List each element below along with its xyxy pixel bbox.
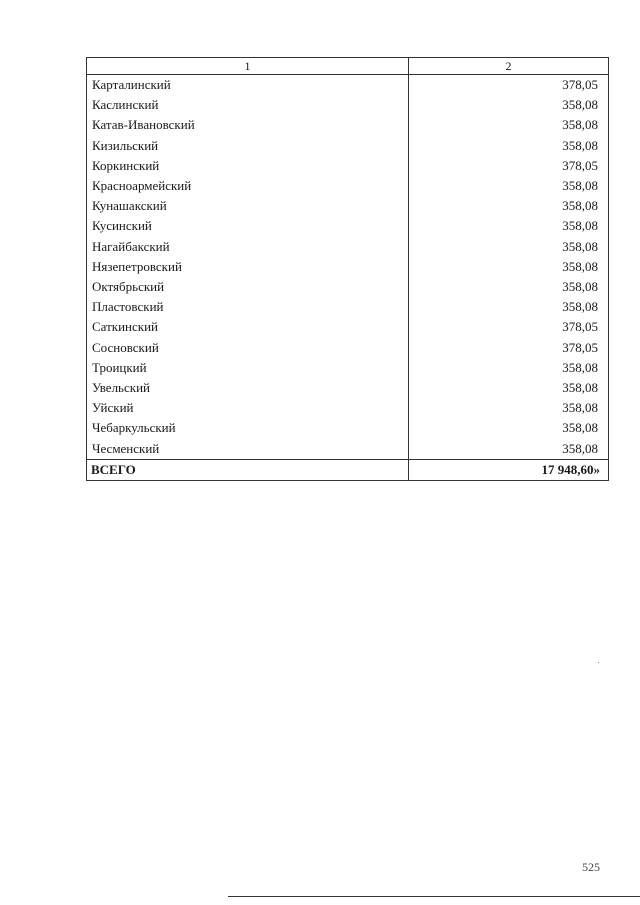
column-header-2: 2 — [409, 58, 609, 75]
district-name: Саткинский — [87, 317, 409, 337]
district-name: Нагайбакский — [87, 237, 409, 257]
district-name: Кусинский — [87, 216, 409, 236]
district-value: 358,08 — [409, 136, 609, 156]
district-value: 378,05 — [409, 338, 609, 358]
table-row — [87, 257, 609, 277]
table-row — [87, 216, 609, 236]
district-value: 358,08 — [409, 358, 609, 378]
district-name: Сосновский — [87, 338, 409, 358]
table-row — [87, 439, 609, 460]
data-table — [86, 57, 609, 481]
district-name: Октябрьский — [87, 277, 409, 297]
district-name: Кунашакский — [87, 196, 409, 216]
district-value: 358,08 — [409, 277, 609, 297]
district-value: 358,08 — [409, 418, 609, 438]
district-name: Красноармейский — [87, 176, 409, 196]
district-value: 358,08 — [409, 95, 609, 115]
table-row — [87, 75, 609, 96]
district-name: Уйский — [87, 398, 409, 418]
table-row — [87, 115, 609, 135]
district-value: 358,08 — [409, 115, 609, 135]
page-number: 525 — [582, 860, 600, 874]
footer-rule — [228, 896, 640, 897]
district-name: Троицкий — [87, 358, 409, 378]
table-header — [87, 58, 609, 75]
table-body — [87, 75, 609, 460]
table-row — [87, 358, 609, 378]
district-value: 378,05 — [409, 317, 609, 337]
total-label: ВСЕГО — [87, 459, 409, 480]
district-value: 358,08 — [409, 176, 609, 196]
table-footer — [87, 459, 609, 480]
district-value: 358,08 — [409, 439, 609, 460]
table-row — [87, 338, 609, 358]
district-value: 378,05 — [409, 75, 609, 96]
district-value: 358,08 — [409, 297, 609, 317]
district-name: Катав-Ивановский — [87, 115, 409, 135]
district-value: 358,08 — [409, 378, 609, 398]
district-value: 358,08 — [409, 216, 609, 236]
district-name: Коркинский — [87, 156, 409, 176]
district-name: Увельский — [87, 378, 409, 398]
table-row — [87, 136, 609, 156]
district-value: 358,08 — [409, 398, 609, 418]
district-value: 378,05 — [409, 156, 609, 176]
table-row — [87, 196, 609, 216]
scan-speck — [598, 662, 599, 663]
table-row — [87, 317, 609, 337]
district-name: Нязепетровский — [87, 257, 409, 277]
total-row — [87, 459, 609, 480]
table-row — [87, 277, 609, 297]
district-value: 358,08 — [409, 196, 609, 216]
table-row — [87, 95, 609, 115]
table-row — [87, 398, 609, 418]
district-name: Кизильский — [87, 136, 409, 156]
table-row — [87, 297, 609, 317]
table-header-row — [87, 58, 609, 75]
column-header-1: 1 — [87, 58, 409, 75]
table-row — [87, 156, 609, 176]
total-value: 17 948,60» — [409, 459, 609, 480]
district-value: 358,08 — [409, 237, 609, 257]
district-name: Чесменский — [87, 439, 409, 460]
district-name: Чебаркульский — [87, 418, 409, 438]
table-row — [87, 418, 609, 438]
district-name: Каслинский — [87, 95, 409, 115]
district-value: 358,08 — [409, 257, 609, 277]
table-row — [87, 237, 609, 257]
table-row — [87, 176, 609, 196]
table-row — [87, 378, 609, 398]
district-name: Пластовский — [87, 297, 409, 317]
district-name: Карталинский — [87, 75, 409, 96]
